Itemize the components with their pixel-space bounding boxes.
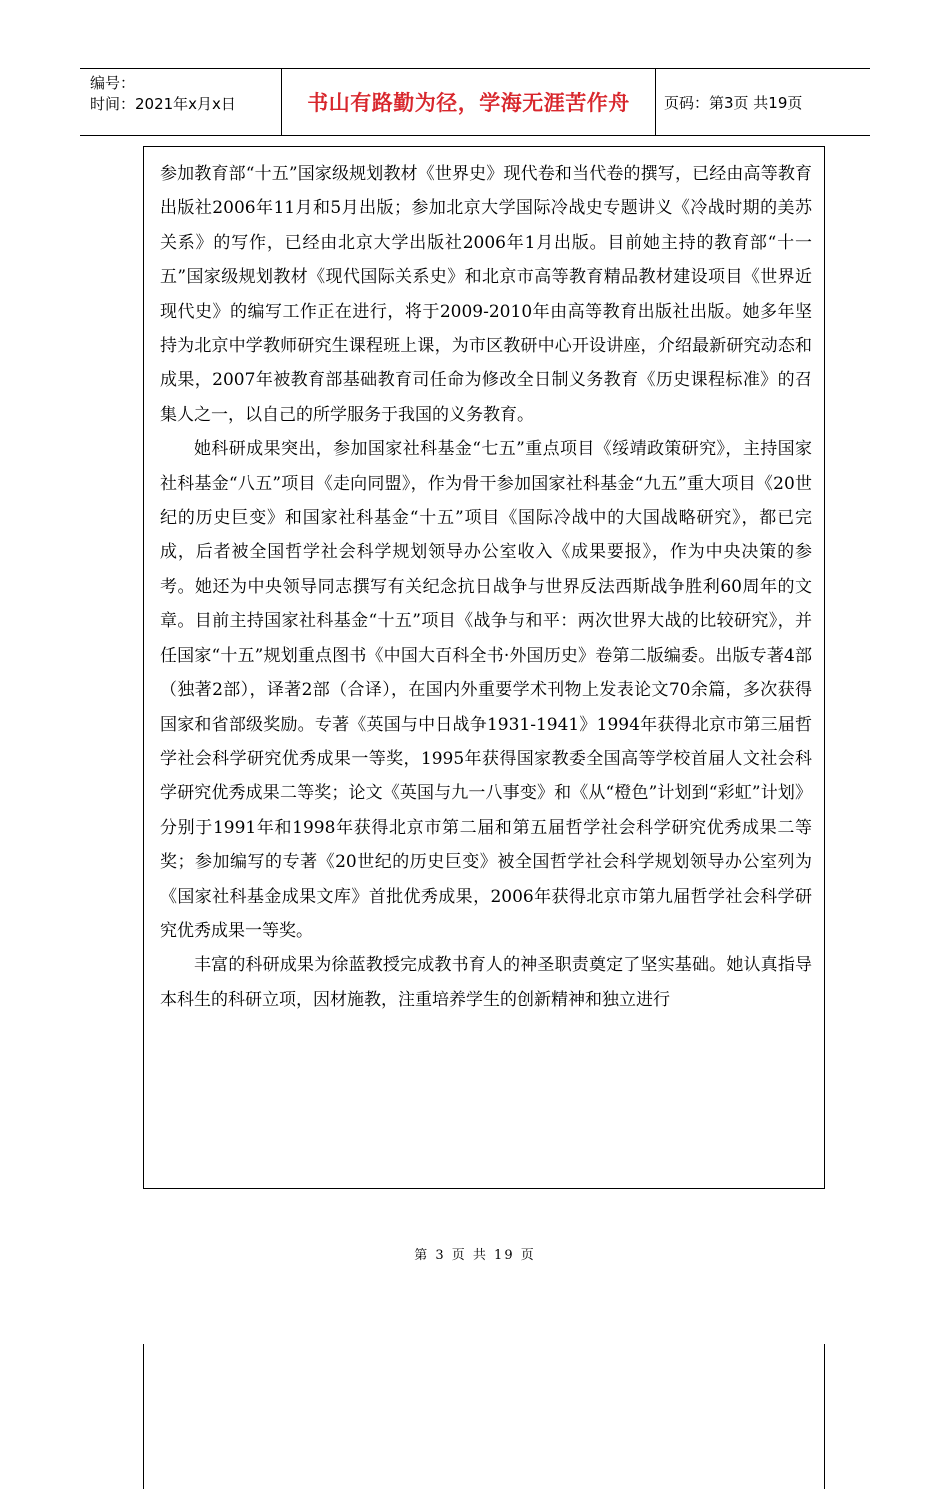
content-box-bottom-border bbox=[143, 1188, 825, 1189]
paragraph-2: 她科研成果突出，参加国家社科基金“七五”重点项目《绥靖政策研究》，主持国家社科基金“八五”项目《走向同盟》，作为骨干参加国家社科基金“九五”重大项目《20世纪的历史巨变》和国家社科基金“十五”项目《国际冷战中的大国战略研究》，都已完成，后者被全国哲学社会科学规划领导办公室收入《成果要报》，作为中央决策的参考。她还为中央领导同志撰写有关纪念抗日战争与世界反法西斯战争胜利60周年的文章。目前主持国家社科基金“十五”项目《战争与和平：两次世界大战的比较研究》，并任国家“十五”规划重点图书《中国大百科全书·外国历史》卷第二版编委。出版专著4部（独著2部），译著2部（合译），在国内外重要学术刊物上发表论文70余篇，多次获得国家和省部级奖励。专著《英国与中日战争1931-1941》1994年获得北京市第三届哲学社会科学研究优秀成果一等奖，1995年获得国家教委全国高等学校首届人文社会科学研究优秀成果二等奖；论文《英国与九一八事变》和《从“橙色”计划到“彩虹”计划》分别于1991年和1998年获得北京市第二届和第五届哲学社会科学研究优秀成果二等奖；参加编写的专著《20世纪的历史巨变》被全国哲学社会科学规划领导办公室列为《国家社科基金成果文库》首批优秀成果，2006年获得北京市第九届哲学社会科学研究优秀成果一等奖。 bbox=[160, 439, 812, 941]
header-table bbox=[80, 68, 870, 136]
page-footer: 第 3 页 共 19 页 bbox=[414, 1248, 536, 1263]
paragraph-1: 参加教育部“十五”国家级规划教材《世界史》现代卷和当代卷的撰写，已经由高等教育出版社2006年11月和5月出版；参加北京大学国际冷战史专题讲义《冷战时期的美苏关系》的写作，已经由北京大学出版社2006年1月出版。目前她主持的教育部“十一五”国家级规划教材《现代国际关系史》和北京市高等教育精品教材建设项目《世界近现代史》的编写工作正在进行，将于2009-2010年由高等教育出版社出版。她多年坚持为北京中学教师研究生课程班上课，为市区教研中心开设讲座，介绍最新研究动态和成果，2007年被教育部基础教育司任命为修改全日制义务教育《历史课程标准》的召集人之一，以自己的所学服务于我国的义务教育。 bbox=[160, 164, 812, 425]
paragraph-3: 丰富的科研成果为徐蓝教授完成教书育人的神圣职责奠定了坚实基础。她认真指导本科生的科研立项，因材施教，注重培养学生的创新精神和独立进行 bbox=[160, 955, 812, 1010]
header-meta bbox=[80, 69, 282, 135]
time-label: 时间：2021年x月x日 bbox=[90, 95, 236, 113]
motto-title: 书山有路勤为径，学海无涯苦作舟 bbox=[282, 69, 656, 135]
body-text bbox=[160, 157, 812, 1017]
page-bottom-margin bbox=[0, 1189, 950, 1344]
serial-label: 编号： bbox=[90, 74, 136, 92]
page-info: 页码：第3页 共19页 bbox=[664, 93, 803, 112]
